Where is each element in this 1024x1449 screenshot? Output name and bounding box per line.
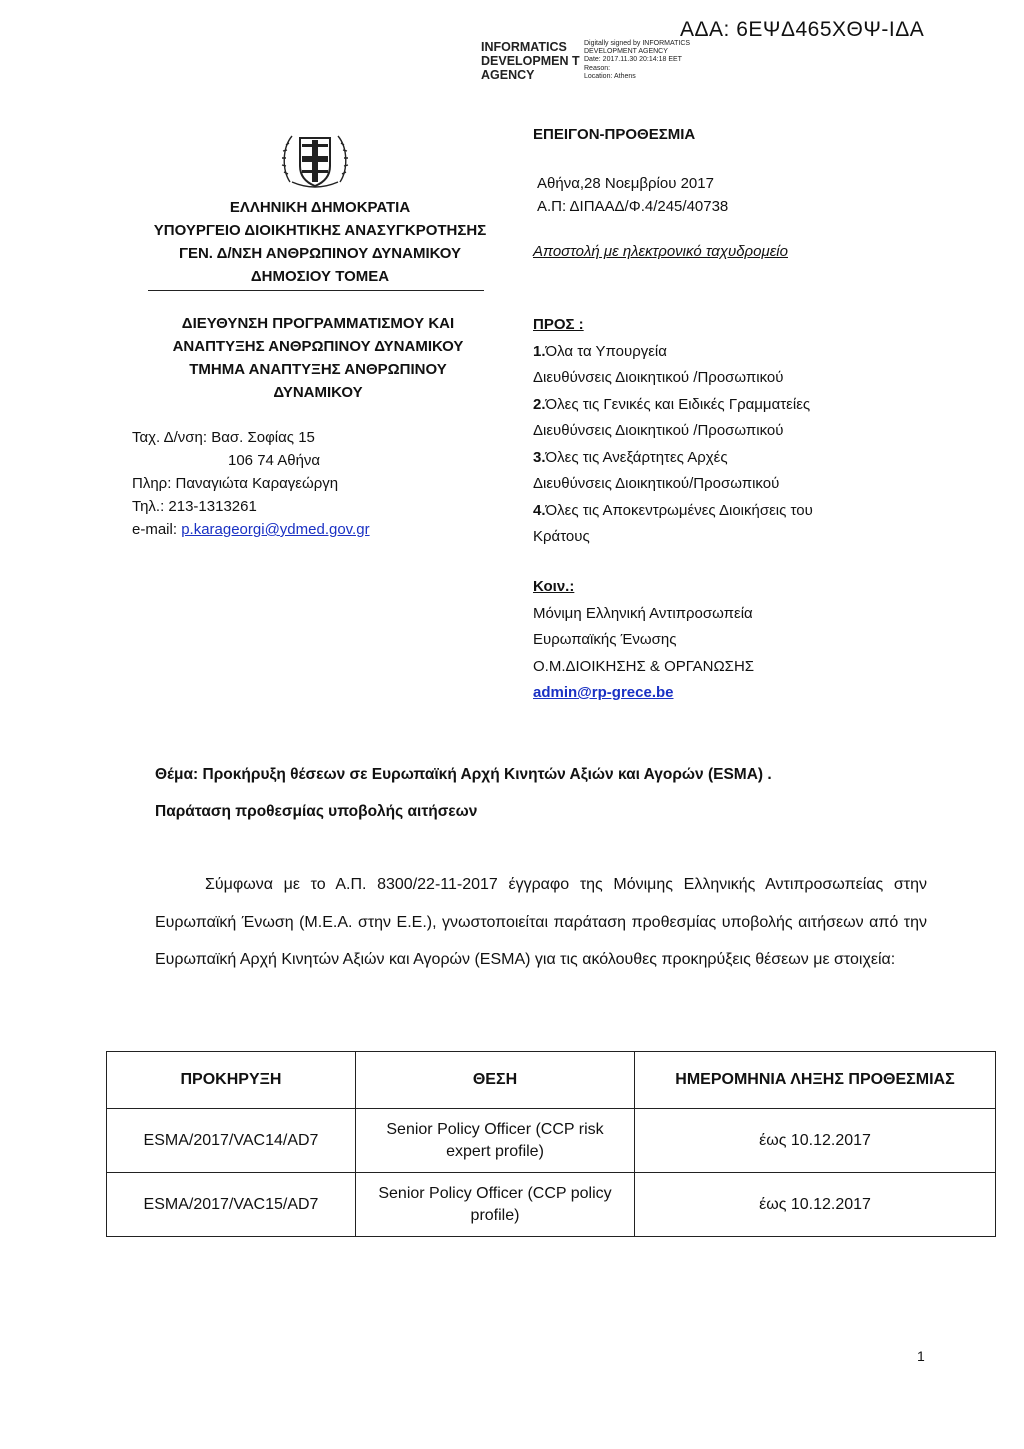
cc-line: Ο.Μ.ΔΙΟΙΚΗΣΗΣ & ΟΡΓΑΝΩΣΗΣ xyxy=(533,657,755,675)
sender-line: ΥΠΟΥΡΓΕΙΟ ΔΙΟΙΚΗΤΙΚΗΣ ΑΝΑΣΥΓΚΡΟΤΗΣΗΣ xyxy=(153,222,487,239)
table-header-cell: ΘΕΣΗ xyxy=(356,1052,635,1109)
recipient-item xyxy=(533,445,813,472)
sender-line: ΕΛΛΗΝΙΚΗ ΔΗΜΟΚΡΑΤΙΑ xyxy=(229,199,411,216)
recipient-number: 2. xyxy=(533,395,546,413)
table-cell: ESMA/2017/VAC14/AD7 xyxy=(107,1109,356,1173)
sender-line: ΔΗΜΟΣΙΟΥ ΤΟΜΕΑ xyxy=(250,268,390,285)
date-block xyxy=(537,172,728,218)
signature-signed-by: Digitally signed by INFORMATICS DEVELOPMENT AGENCY xyxy=(584,40,691,56)
table-cell: Senior Policy Officer (CCP policy profile) xyxy=(356,1173,635,1237)
ada-code: ΑΔΑ: 6ΕΨΔ465ΧΘΨ-ΙΔΑ xyxy=(680,18,925,41)
recipient-item xyxy=(533,392,813,419)
signature-date: Date: 2017.11.30 20:14:18 EET xyxy=(584,56,682,64)
department-line: ΤΜΗΜΑ ΑΝΑΠΤΥΞΗΣ ΑΝΘΡΩΠΙΝΟΥ xyxy=(189,361,447,378)
recipient-name: Όλες τις Ανεξάρτητες Αρχές xyxy=(545,448,728,466)
recipients-label: ΠΡΟΣ : xyxy=(533,316,584,333)
signature-org: INFORMATICS DEVELOPMEN T AGENCY xyxy=(481,40,580,82)
contact-city: 106 74 Αθήνα xyxy=(228,452,321,469)
subject-line: Παράταση προθεσμίας υποβολής αιτήσεων xyxy=(155,803,478,820)
table-header-row xyxy=(107,1052,996,1109)
cc-email-link[interactable]: admin@rp-grece.be xyxy=(533,684,674,701)
body-text xyxy=(155,866,927,979)
department-line: ΑΝΑΠΤΥΞΗΣ ΑΝΘΡΩΠΙΝΟΥ ΔΥΝΑΜΙΚΟΥ xyxy=(172,338,464,355)
contact-block xyxy=(132,426,370,541)
department-line: ΔΥΝΑΜΙΚΟΥ xyxy=(273,384,363,401)
recipient-subline: Διευθύνσεις Διοικητικού/Προσωπικού xyxy=(533,475,780,492)
header-divider xyxy=(148,290,484,291)
table-cell: ESMA/2017/VAC15/AD7 xyxy=(107,1173,356,1237)
recipient-name: Όλες τις Γενικές και Ειδικές Γραμματείες xyxy=(545,395,811,413)
recipient-name: Όλες τις Αποκεντρωμένες Διοικήσεις του xyxy=(545,501,813,519)
page-number: 1 xyxy=(917,1348,925,1364)
cc-line: Μόνιμη Ελληνική Αντιπροσωπεία xyxy=(533,604,753,622)
table-row xyxy=(107,1173,996,1237)
recipients-block xyxy=(533,312,813,551)
contact-person: Πληρ: Παναγιώτα Καραγεώργη xyxy=(132,475,339,492)
subject-block xyxy=(155,756,772,830)
recipient-name: Όλα τα Υπουργεία xyxy=(545,342,667,360)
recipient-number: 1. xyxy=(533,342,546,360)
recipient-number: 3. xyxy=(533,448,546,466)
department-header xyxy=(140,312,496,404)
protocol-number: Α.Π: ΔΙΠΑΑΔ/Φ.4/245/40738 xyxy=(537,198,729,215)
cc-block xyxy=(533,574,754,707)
recipient-subline: Κράτους xyxy=(533,528,590,545)
table-cell: έως 10.12.2017 xyxy=(635,1173,996,1237)
signature-location: Location: Athens xyxy=(584,72,636,80)
vacancies-table xyxy=(106,1051,996,1237)
contact-email-link[interactable]: p.karageorgi@ydmed.gov.gr xyxy=(181,521,370,538)
contact-email-label: e-mail: xyxy=(132,521,182,538)
table-row xyxy=(107,1109,996,1173)
signature-reason: Reason: xyxy=(584,64,611,72)
document-date: Αθήνα,28 Νοεμβρίου 2017 xyxy=(537,175,714,192)
recipient-number: 4. xyxy=(533,501,546,519)
table-header-cell: ΗΜΕΡΟΜΗΝΙΑ ΛΗΞΗΣ ΠΡΟΘΕΣΜΙΑΣ xyxy=(635,1052,996,1109)
table-cell: έως 10.12.2017 xyxy=(635,1109,996,1173)
sender-header xyxy=(130,196,510,288)
department-line: ΔΙΕΥΘΥΝΣΗ ΠΡΟΓΡΑΜΜΑΤΙΣΜΟΥ ΚΑΙ xyxy=(181,315,455,332)
table-header-cell: ΠΡΟΚΗΡΥΞΗ xyxy=(107,1052,356,1109)
signature-details xyxy=(584,40,694,81)
cc-label: Κοιν.: xyxy=(533,578,575,595)
urgent-label: ΕΠΕΙΓΟΝ-ΠΡΟΘΕΣΜΙΑ xyxy=(533,126,696,143)
send-method: Αποστολή με ηλεκτρονικό ταχυδρομείο xyxy=(533,243,788,260)
greek-emblem-icon xyxy=(280,126,350,192)
sender-line: ΓΕΝ. Δ/ΝΣΗ ΑΝΘΡΩΠΙΝΟΥ ΔΥΝΑΜΙΚΟΥ xyxy=(178,245,462,262)
contact-address: Ταχ. Δ/νση: Βασ. Σοφίας 15 xyxy=(132,429,315,446)
recipient-subline: Διευθύνσεις Διοικητικού /Προσωπικού xyxy=(533,369,784,386)
recipient-item xyxy=(533,498,813,525)
recipient-item xyxy=(533,339,813,366)
recipient-subline: Διευθύνσεις Διοικητικού /Προσωπικού xyxy=(533,422,784,439)
contact-email-row xyxy=(132,518,370,541)
subject-line: Θέμα: Προκήρυξη θέσεων σε Ευρωπαϊκή Αρχή Κινητών Αξιών και Αγορών (ESMA) . xyxy=(155,766,772,783)
cc-line: Ευρωπαϊκής Ένωσης xyxy=(533,631,677,648)
table-cell: Senior Policy Officer (CCP risk expert profile) xyxy=(356,1109,635,1173)
body-paragraph: Σύμφωνα με το Α.Π. 8300/22-11-2017 έγγραφο της Μόνιμης Ελληνικής Αντιπροσωπείας στην Ευρωπαϊκή Ένωση (Μ.Ε.Α. στην Ε.Ε.), γνωστοποιείται παράταση προθεσμίας υποβολής αιτήσεων από την Ευρωπαϊκή Αρχή Κινητών Αξιών και Αγορών (ESMA) για τις ακόλουθες προκηρύξεις θέσεων με στοιχεία: xyxy=(155,876,927,968)
contact-phone: Τηλ.: 213-1313261 xyxy=(132,498,257,515)
